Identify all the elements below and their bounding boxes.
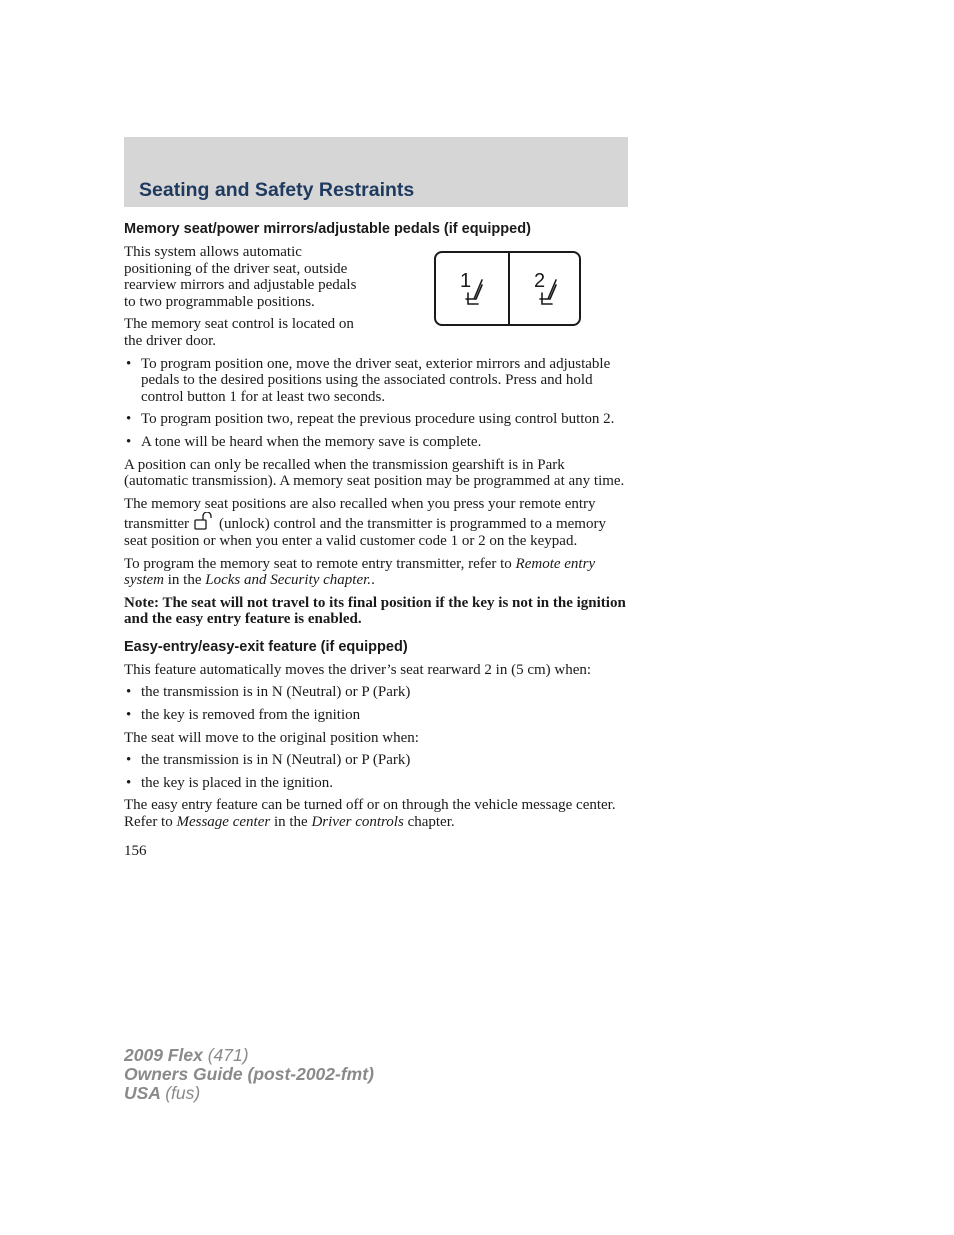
memory-seat-control-graphic [434,251,581,326]
memory-seat-location: The memory seat control is located on the driver door. [124,316,354,349]
seat-memory-icon [464,277,488,307]
program-remote-paragraph: To program the memory seat to remote entry transmitter, refer to Remote entry system in the Locks and Security chapter.. [124,555,596,589]
easy-entry-heading: Easy-entry/easy-exit feature (if equipped) [124,638,408,655]
return-paragraph: The seat will move to the original position when: [124,729,419,746]
note-paragraph: Note: The seat will not travel to its final position if the key is not in the ignition and the easy entry feature is enabled. [124,594,626,628]
list-item: • To program position one, move the driver seat, exterior mirrors and adjustable pedals to the desired positions using the associated controls. Press and hold control button 1 for at least two seconds. [124,356,630,406]
closing-paragraph: The easy entry feature can be turned off or on through the vehicle message center. Refer to Message center in the Driver controls chapter. [124,797,616,831]
easy-entry-conditions [124,684,630,723]
recall-paragraph: A position can only be recalled when the transmission gearshift is in Park (automatic transmission). A memory seat position may be programmed at any time. [124,456,625,490]
section-title: Seating and Safety Restraints [139,179,415,201]
memory-button-1 [436,253,508,324]
remote-entry-reference: Remote entry system [124,555,596,589]
memory-button-1-label: 1 [460,270,472,292]
list-item: • A tone will be heard when the memory save is complete. [124,434,630,451]
section-banner [124,137,628,207]
document-footer [124,1046,374,1103]
memory-seat-heading: Memory seat/power mirrors/adjustable pedals (if equipped) [124,221,531,237]
list-item: • To program position two, repeat the previous procedure using control button 2. [124,411,630,428]
unlock-icon [193,512,213,530]
list-item: • the transmission is in N (Neutral) or P (Park) [124,684,630,701]
message-center-reference: Message center [176,814,271,831]
memory-button-2-label: 2 [534,270,546,292]
remote-recall-paragraph: The memory seat positions are also recalled when you press your remote entry transmitter (unlock) control and the transmitter is programmed to a memory seat position or when you enter a valid customer code 1 or 2 on the keypad. [124,495,606,549]
list-item: • the key is removed from the ignition [124,707,630,724]
memory-seat-intro: This system allows automatic positioning of the driver seat, outside rearview mirrors and adjustable pedals to two programmable positions. [124,244,357,310]
return-conditions [124,752,630,791]
footer-line-3: USA (fus) [124,1083,201,1103]
memory-button-2 [510,253,582,324]
footer-line-2: Owners Guide (post-2002-fmt) [124,1064,374,1084]
seat-memory-icon [538,277,562,307]
locks-security-reference: Locks and Security chapter. [205,572,372,589]
list-item: • the key is placed in the ignition. [124,775,630,792]
memory-seat-steps [124,356,630,451]
easy-entry-intro: This feature automatically moves the driver’s seat rearward 2 in (5 cm) when: [124,661,592,678]
footer-line-1: 2009 Flex (471) [124,1045,249,1065]
list-item: • the transmission is in N (Neutral) or P (Park) [124,752,630,769]
page-number: 156 [124,842,147,859]
driver-controls-reference: Driver controls [311,814,404,831]
page-content [124,220,630,865]
